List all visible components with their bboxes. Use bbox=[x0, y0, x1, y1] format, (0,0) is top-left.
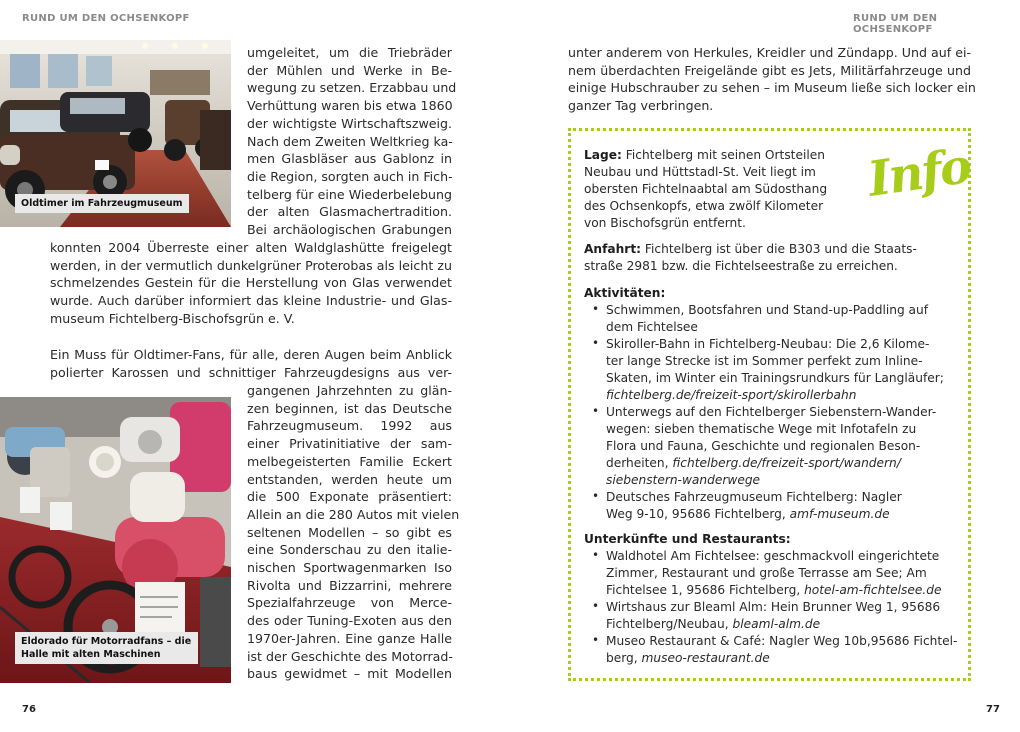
bullet-icon: • bbox=[592, 489, 600, 503]
text-line: men Glasbläser aus Gablonz in bbox=[247, 151, 452, 167]
intro-paragraph bbox=[568, 44, 976, 115]
text-line: einige Hubschrauber zu sehen – im Museum ließe sich locker ein bbox=[568, 80, 976, 96]
unterkunft-item-3 bbox=[606, 633, 957, 667]
info-anfahrt bbox=[584, 241, 917, 275]
link-bleaml-alm[interactable]: bleaml-alm.de bbox=[732, 617, 821, 631]
text-line: einer Privatinitiative der sam- bbox=[247, 436, 452, 452]
text-line: Waldhotel Am Fichtelsee: geschmackvoll eingerichtete bbox=[606, 549, 940, 563]
text-line: seltenen Modellen – so gibt es bbox=[247, 524, 452, 540]
text-line: Bei archäologischen Grabungen bbox=[247, 222, 452, 238]
link-amf-museum[interactable]: amf-museum.de bbox=[789, 507, 890, 521]
text-line: der wichtigste Wirtschaftszweig. bbox=[247, 115, 452, 131]
caption-line: Halle mit alten Maschinen bbox=[21, 649, 161, 660]
text-line: melbegeisterten Familie Eckert bbox=[247, 453, 452, 469]
body-text-block-1 bbox=[247, 44, 457, 239]
info-badge bbox=[864, 138, 974, 215]
text-line: Deutsches Fahrzeugmuseum Fichtelberg: Nagler bbox=[606, 490, 902, 504]
aktivitaet-item-4 bbox=[606, 489, 902, 523]
text-line: unter anderem von Herkules, Kreidler und Zündapp. Und auf ei- bbox=[568, 45, 971, 60]
text-line: entstanden, werden heute um bbox=[247, 471, 452, 487]
text-line: konnten 2004 Überreste einer alten Waldglashütte freigelegt bbox=[50, 240, 452, 255]
text-line: straße 2981 bzw. die Fichtelseestraße zu erreichen. bbox=[584, 259, 898, 273]
aktivitaet-item-2 bbox=[606, 336, 944, 404]
text-line: ist der Geschichte des Motorrad- bbox=[247, 648, 453, 664]
text-line: zen beginnen, ist das Deutsche bbox=[247, 400, 452, 416]
text-line: museum Fichtelberg-Bischofsgrün e. V. bbox=[50, 310, 295, 326]
text-fragment: derheiten, bbox=[606, 456, 673, 470]
aktivitaet-item-3 bbox=[606, 404, 936, 489]
text-line: des oder Tuning-Exoten aus den bbox=[247, 613, 452, 629]
text-line: von Bischofsgrün entfernt. bbox=[584, 216, 746, 230]
text-line: des Ochsenkopfs, etwa zwölf Kilometer bbox=[584, 199, 824, 213]
text-line: nischen Sportwagenmarken Iso bbox=[247, 560, 452, 576]
text-line: Wirtshaus zur Bleaml Alm: Hein Brunner Weg 1, 95686 bbox=[606, 600, 941, 614]
info-lage bbox=[584, 147, 827, 232]
bullet-icon: • bbox=[592, 302, 600, 316]
caption-line: Eldorado für Motorradfans – die bbox=[21, 636, 192, 647]
text-line: Nach dem Zweiten Weltkrieg ka- bbox=[247, 133, 453, 149]
text-fragment: Fichtelberg/Neubau, bbox=[606, 617, 733, 631]
text-line: Allein an die 280 Autos mit vielen bbox=[247, 506, 460, 522]
text-line: Skaten, im Winter ein Trainingsrundkurs für Langläufer; bbox=[606, 371, 944, 385]
text-line: Fichtelberg ist über die B303 und die Staats- bbox=[644, 242, 917, 256]
bullet-icon: • bbox=[592, 336, 600, 350]
text-line: Fichtelberg mit seinen Ortsteilen bbox=[625, 148, 825, 162]
unterkunft-item-2 bbox=[606, 599, 940, 633]
lage-label: Lage: bbox=[584, 148, 622, 162]
text-line: Ein Muss für Oldtimer-Fans, für alle, deren Augen beim Anblick bbox=[50, 347, 452, 362]
page-number-left: 76 bbox=[22, 704, 36, 715]
text-line: werden, in der vermutlich dunkelgrüner Proterobas als leicht zu bbox=[50, 257, 452, 273]
running-header-left: RUND UM DEN OCHSENKOPF bbox=[22, 13, 190, 24]
text-line: wurde. Auch darüber informiert das kleine Industrie- und Glas- bbox=[50, 293, 452, 309]
text-line: baus gewidmet – mit Modellen bbox=[247, 666, 452, 682]
text-fragment: Weg 9-10, 95686 Fichtelberg, bbox=[606, 507, 790, 521]
text-line: Spezialfahrzeuge von Merce- bbox=[247, 595, 452, 611]
figure-caption-2 bbox=[15, 632, 198, 664]
link-museo-restaurant[interactable]: museo-restaurant.de bbox=[641, 651, 770, 665]
text-line: Zimmer, Restaurant und große Terrasse am See; Am bbox=[606, 566, 927, 580]
anfahrt-label: Anfahrt: bbox=[584, 242, 642, 256]
unterkunft-item-1 bbox=[606, 548, 941, 599]
text-line: wegung zu setzen. Erzabbau und bbox=[247, 80, 457, 96]
text-line: die 500 Exponate präsentiert: bbox=[247, 489, 452, 505]
text-line: der alten Glasmachertradition. bbox=[247, 204, 452, 220]
text-line: 1970er-Jahren. Eine ganze Halle bbox=[247, 630, 452, 646]
link-hotel-am-fichtelsee[interactable]: hotel-am-fichtelsee.de bbox=[804, 583, 942, 597]
unterkuenfte-label: Unterkünfte und Restaurants: bbox=[584, 532, 791, 546]
info-unterkuenfte-heading bbox=[584, 531, 791, 548]
body-text-block-4 bbox=[247, 382, 460, 683]
info-aktivitaeten-heading bbox=[584, 285, 665, 302]
text-line: nem überdachten Freigelände gibt es Jets, Militärfahrzeuge und bbox=[568, 62, 971, 78]
text-line: wegen: sieben thematische Wege mit Infotafeln zu bbox=[606, 422, 917, 436]
bullet-icon: • bbox=[592, 548, 600, 562]
text-line: die Region, sorgten auch in Fich- bbox=[247, 168, 453, 184]
text-line: Neubau und Hüttstadl-St. Veit liegt im bbox=[584, 165, 816, 179]
link-wandern[interactable]: fichtelberg.de/freizeit-sport/wandern/ bbox=[672, 456, 901, 470]
link-skirollerbahn[interactable]: fichtelberg.de/freizeit-sport/skirollerbahn bbox=[606, 388, 857, 402]
text-line: dem Fichtelsee bbox=[606, 320, 698, 334]
link-wandern-cont[interactable]: siebenstern-wanderwege bbox=[606, 473, 761, 487]
text-line: polierter Karossen und schnittiger Fahrzeugdesigns aus ver- bbox=[50, 364, 452, 380]
text-fragment: berg, bbox=[606, 651, 642, 665]
text-line: eine Sonderschau zu den italie- bbox=[247, 542, 452, 558]
body-text-block-3 bbox=[50, 346, 452, 381]
info-badge-text: Info bbox=[864, 138, 974, 208]
text-line: Flora und Fauna, Geschichte und regionalen Beson- bbox=[606, 439, 921, 453]
bullet-icon: • bbox=[592, 404, 600, 418]
text-line: Rivolta und Bizzarrini, mehrere bbox=[247, 577, 452, 593]
text-line: Fahrzeugmuseum. 1992 aus bbox=[247, 418, 452, 434]
text-line: Verhüttung waren bis etwa 1860 bbox=[247, 98, 453, 114]
text-line: ter lange Strecke ist im Sommer perfekt zum Inline- bbox=[606, 354, 923, 368]
page-number-right: 77 bbox=[986, 704, 1000, 715]
text-line: Skiroller-Bahn in Fichtelberg-Neubau: Die 2,6 Kilome- bbox=[606, 337, 930, 351]
bullet-icon: • bbox=[592, 633, 600, 647]
aktivitaeten-label: Aktivitäten: bbox=[584, 286, 666, 300]
text-line: der Mühlen und Werke in Be- bbox=[247, 62, 452, 78]
figure-caption-1: Oldtimer im Fahrzeugmuseum bbox=[15, 194, 189, 213]
running-header-right: RUND UM DEN OCHSENKOPF bbox=[853, 13, 938, 35]
text-line: Unterwegs auf den Fichtelberger Siebenstern-Wander- bbox=[606, 405, 937, 419]
text-line: obersten Fichtelnaabtal am Südosthang bbox=[584, 182, 828, 196]
body-text-block-2 bbox=[50, 239, 452, 328]
bullet-icon: • bbox=[592, 599, 600, 613]
text-line: gangenen Jahrzehnten zu glän- bbox=[247, 383, 452, 398]
text-fragment: Fichtelsee 1, 95686 Fichtelberg, bbox=[606, 583, 805, 597]
aktivitaet-item-1 bbox=[606, 302, 928, 336]
text-line: Museo Restaurant & Café: Nagler Weg 10b,95686 Fichtel- bbox=[606, 634, 958, 648]
text-line: umgeleitet, um die Triebräder bbox=[247, 45, 452, 60]
text-line: Schwimmen, Bootsfahren und Stand-up-Paddling auf bbox=[606, 303, 929, 317]
text-line: ganzer Tag verbringen. bbox=[568, 98, 714, 114]
text-line: schmelzendes Gestein für die Herstellung von Glas verwendet bbox=[50, 275, 452, 291]
text-line: telberg für eine Wiederbelebung bbox=[247, 186, 452, 202]
